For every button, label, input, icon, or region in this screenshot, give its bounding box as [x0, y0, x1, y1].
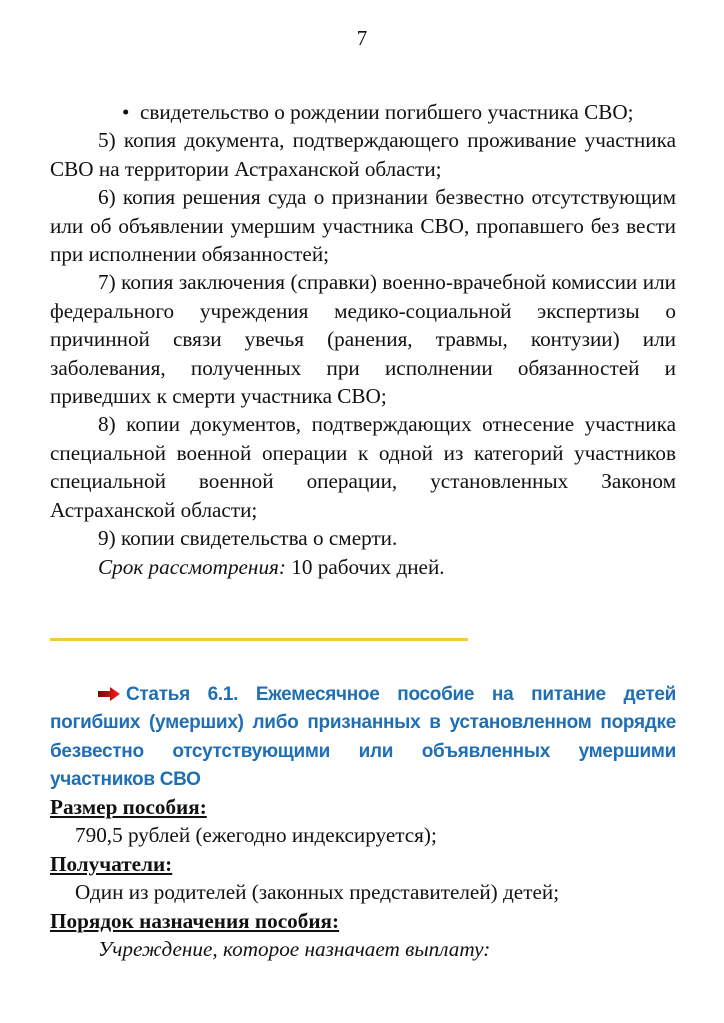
- page-number: 7: [356, 26, 368, 50]
- recipients-value: Один из родителей (законных представителей) детей;: [75, 880, 560, 905]
- review-term-value: 10 рабочих дней.: [285, 554, 445, 579]
- red-arrow-icon: [98, 687, 120, 701]
- benefit-details: [50, 793, 676, 963]
- procedure-heading: Порядок назначения пособия:: [50, 908, 340, 933]
- procedure-value: Учреждение, которое назначает выплату:: [98, 937, 491, 962]
- bullet-icon: •: [122, 100, 130, 124]
- size-heading: Размер пособия:: [50, 795, 207, 819]
- list-item-6: 6) копия решения суда о признании безвестно отсутствующим или об объявлении умершим участника СВО, пропавшего без вести при исполнении обязанностей;: [50, 185, 676, 267]
- size-value: 790,5 рублей (ежегодно индексируется);: [75, 823, 437, 848]
- review-term: [50, 553, 676, 581]
- article-title: Статья 6.1. Ежемесячное пособие на питание детей погибших (умерших) либо признанных в установленном порядке безвестно отсутствующими или объявленных умершими участников СВО: [50, 684, 676, 791]
- list-item-9: 9) копии свидетельства о смерти.: [98, 526, 398, 551]
- list-item-5: 5) копия документа, подтверждающего проживание участника СВО на территории Астраханской области;: [50, 128, 676, 181]
- list-item-7: 7) копия заключения (справки) военно-врачебной комиссии или федерального учреждения медико-социальной экспертизы о причинной связи увечья (ранения, травмы, контузии) или заболевания, полученных при исполнении обязанностей и приведших к смерти участника СВО;: [50, 270, 676, 409]
- article-heading: [50, 681, 676, 795]
- recipients-heading: Получатели:: [50, 851, 173, 876]
- document-list: [50, 98, 676, 581]
- list-item-8: 8) копии документов, подтверждающих отнесение участника специальной военной операции к одной из категорий участников специальной военной операции, установленных Законом Астраханской области;: [50, 412, 676, 522]
- list-item-bullet: [50, 98, 676, 126]
- list-item-text: свидетельство о рождении погибшего участника СВО;: [140, 100, 634, 124]
- section-divider: [50, 638, 468, 641]
- review-term-label: Срок рассмотрения:: [98, 554, 286, 579]
